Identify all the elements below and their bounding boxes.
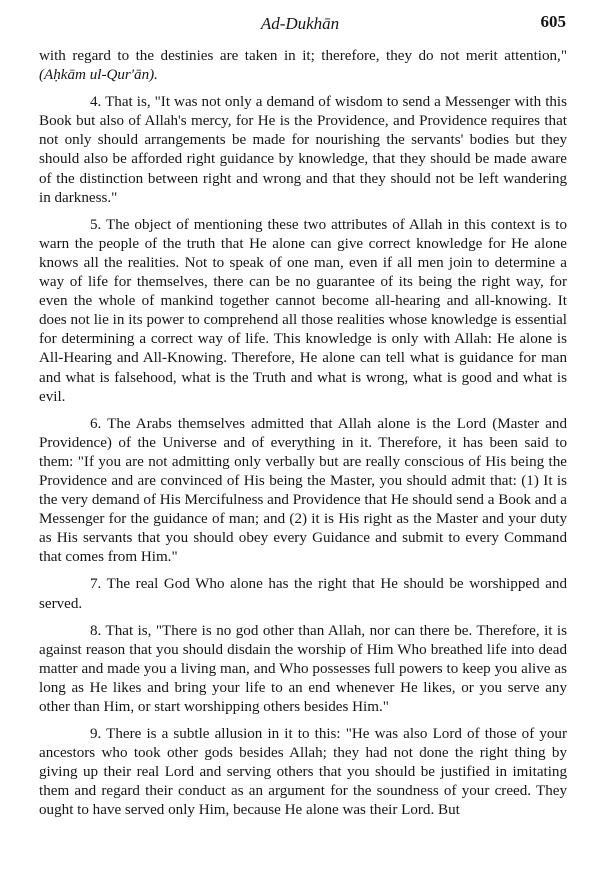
footnote-6: 6. The Arabs themselves admitted that Allah alone is the Lord (Master and Providence) of the Universe and of everything in it. Therefore, it has been said to them: "If you are not admitting only verbally but are really conscious of His being the Providence and are convinced of His being the Master, you should admit that: (1) It is the very demand of His Mercifulness and Providence that He should send a Book and a Messenger for the guidance of man; and (2) it is His right as the Master and your duty as His servants that you should obey every Guidance and submit to every Command that comes from Him.": [39, 415, 567, 566]
page-number: 605: [540, 12, 566, 31]
footnote-7: 7. The real God Who alone has the right that He should be worshipped and served.: [39, 576, 567, 612]
citation: (Aḥkām ul-Qur'ān).: [39, 67, 158, 84]
page-header: [0, 12, 600, 42]
paragraph-text: with regard to the destinies are taken in it; therefore, they do not merit attention,": [39, 48, 567, 64]
footnote-5: 5. The object of mentioning these two attributes of Allah in this context is to warn the people of the truth that He alone can give correct knowledge for He alone knows all the realities. Not to speak of one man, even if all men join to determine a way of life for themselves, there can be no guarantee of its being the right way, for even the whole of mankind together cannot become all-hearing and all-knowing. It does not lie in its power to comprehend all those realities whose knowledge is essential for determining a correct way of life. This knowledge is only with Allah: He alone is All-Hearing and All-Knowing. Therefore, He alone can tell what is guidance for man and what is falsehood, what is the Truth and what is wrong, what is good and what is evil.: [39, 216, 567, 405]
footnote-9: 9. There is a subtle allusion in it to this: "He was also Lord of those of your ancestors who took other gods besides Allah; they had not done the right thing by giving up their real Lord and serving others that you should be justified in imitating them and regard their conduct as an argument for the soundness of your creed. They ought to have served only Him, because He alone was their Lord. But: [39, 726, 567, 819]
footnote-8: 8. That is, "There is no god other than Allah, nor can there be. Therefore, it is against reason that you should disdain the worship of Him Who breathed life into dead matter and made you a living man, and Who possesses full powers to keep you alive as long as He likes and bring your life to an end whenever He likes, or you serve any other than Him, or start worshipping others besides Him.": [39, 622, 567, 715]
running-title: Ad-Dukhān: [260, 14, 340, 33]
body-text: [39, 47, 567, 829]
footnote-4: 4. That is, "It was not only a demand of wisdom to send a Messenger with this Book but also of Allah's mercy, for He is the Providence, and Providence requires that not only should arrangements be made for nourishing the servants' bodies but they should also be afforded right guidance by knowledge, that they should be made aware of the distinction between right and wrong and that they should not be left wandering in darkness.": [39, 94, 567, 206]
paragraph-continuation: [39, 47, 567, 85]
